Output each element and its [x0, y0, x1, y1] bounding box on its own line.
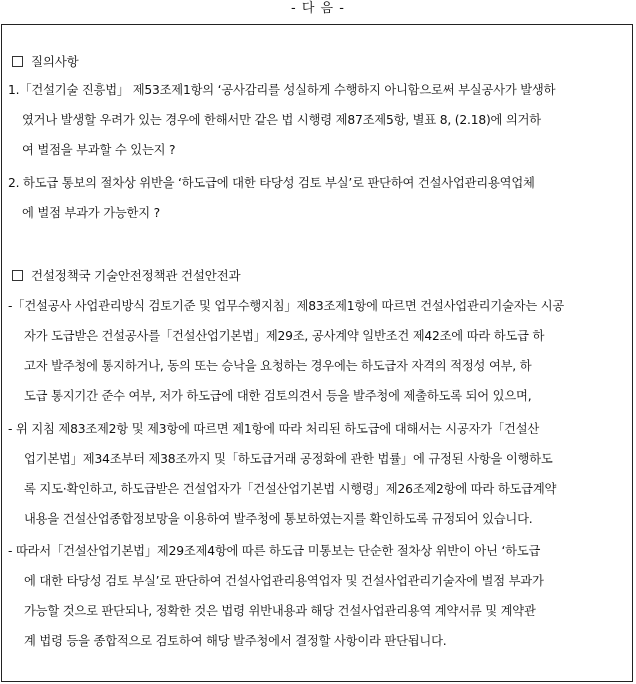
content-box — [1, 24, 633, 682]
square-bullet-icon — [12, 56, 23, 67]
question-section-title-text: 질의사항 — [31, 54, 79, 69]
answer-line: 가능할 것으로 판단되나, 정확한 것은 법령 위반내용과 해당 건설사업관리용역 계약서류 및 계약관 — [24, 604, 536, 618]
question-line: 에 벌점 부과가 가능한지 ? — [22, 206, 160, 220]
answer-line: - 위 지침 제83조제2항 및 제3항에 따르면 제1항에 따라 처리된 하도급에 대해서는 시공자가「건설산 — [8, 422, 540, 436]
question-line: 2. 하도급 통보의 절차상 위반을 ‘하도급에 대한 타당성 검토 부실’로 판단하여 건설사업관리용역업체 — [8, 176, 535, 190]
answer-section-title — [12, 266, 240, 286]
question-line: 1.「건설기술 진흥법」 제53조제1항의 ‘공사감리를 성실하게 수행하지 아니함으로써 부실공사가 발생하 — [8, 83, 556, 97]
answer-line: 에 대한 타당성 검토 부실’로 판단하여 건설사업관리용역업자 및 건설사업관리기술자에 벌점 부과가 — [24, 574, 544, 588]
answer-paragraph-2 — [8, 414, 556, 534]
answer-line: 계 법령 등을 종합적으로 검토하여 해당 발주청에서 결정할 사항이라 판단됩니다. — [24, 634, 447, 648]
answer-line: 록 지도·확인하고, 하도급받은 건설업자가「건설산업기본법 시행령」제26조제2항에 따라 하도급계약 — [24, 482, 557, 496]
question-line: 여 벌점을 부과할 수 있는지 ? — [22, 143, 176, 157]
answer-section-title-text: 건설정책국 기술안전정책관 건설안전과 — [31, 268, 241, 283]
answer-paragraph-3 — [8, 536, 544, 656]
answer-line: 고자 발주청에 통지하거나, 동의 또는 승낙을 요청하는 경우에는 하도급자 자격의 적정성 여부, 하 — [24, 359, 532, 373]
question-line: 였거나 발생할 우려가 있는 경우에 한해서만 같은 법 시행령 제87조제5항, 별표 8, (2.18)에 의거하 — [22, 113, 541, 127]
question-item-2 — [8, 168, 535, 228]
answer-line: 자가 도급받은 건설공사를「건설산업기본법」제29조, 공사계약 일반조건 제42조에 따라 하도급 하 — [24, 329, 545, 343]
question-section-title — [12, 52, 79, 72]
answer-line: -「건설공사 사업관리방식 검토기준 및 업무수행지침」제83조제1항에 따르면 건설사업관리기술자는 시공 — [8, 299, 565, 313]
page-heading: - 다 음 - — [291, 1, 345, 16]
answer-line: 도급 통지기간 준수 여부, 저가 하도급에 대한 검토의견서 등을 발주청에 제출하도록 되어 있으며, — [24, 389, 532, 403]
answer-line: 내용을 건설산업종합정보망을 이용하여 발주청에 통보하였는지를 확인하도록 규정되어 있습니다. — [24, 512, 533, 526]
square-bullet-icon — [12, 270, 23, 281]
question-item-1 — [8, 75, 555, 165]
answer-line: 업기본법」제34조부터 제38조까지 및「하도급거래 공정화에 관한 법률」에 규정된 사항을 이행하도 — [24, 452, 553, 466]
answer-line: - 따라서「건설산업기본법」제29조제4항에 따른 하도급 미통보는 단순한 절차상 위반이 아닌 ‘하도급 — [8, 544, 541, 558]
answer-paragraph-1 — [8, 291, 564, 411]
